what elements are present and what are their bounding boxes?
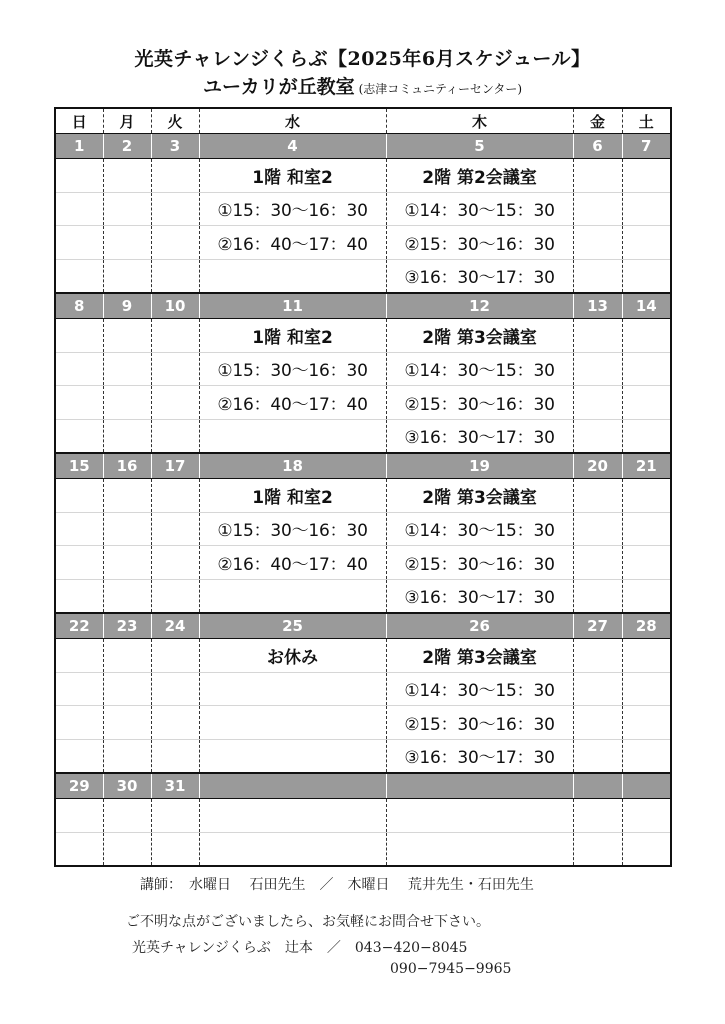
date-cell: 17 [151, 453, 199, 479]
empty-cell [622, 512, 671, 546]
date-row [55, 134, 671, 159]
empty-cell [55, 479, 103, 513]
empty-cell [55, 639, 103, 673]
empty-cell [103, 546, 151, 580]
thu-time-slot: ③16：30〜17：30 [386, 739, 573, 773]
empty-cell [103, 319, 151, 353]
date-cell: 20 [573, 453, 622, 479]
contact-info: 光英チャレンジくらぶ 辻本 ／ 043−420−8045 [132, 940, 468, 956]
empty-cell [573, 259, 622, 293]
empty-cell [573, 579, 622, 613]
weekday-tue: 火 [151, 108, 199, 134]
schedule-calendar [54, 107, 672, 867]
session-row [55, 672, 671, 706]
thu-time-slot: ②15：30〜16：30 [386, 386, 573, 420]
weekday-thu: 木 [386, 108, 573, 134]
empty-cell [151, 706, 199, 740]
inquiry-notice: ご不明な点がございましたら、お気軽にお問合せ下さい。 [126, 914, 490, 930]
date-cell: 22 [55, 613, 103, 639]
wed-time-slot [199, 739, 386, 773]
empty-cell [573, 739, 622, 773]
session-row [55, 639, 671, 673]
empty-cell [103, 386, 151, 420]
instructors-note: 講師： 水曜日 石田先生 ／ 木曜日 荒井先生・石田先生 [140, 877, 534, 893]
empty-cell [55, 832, 103, 866]
empty-cell [622, 319, 671, 353]
empty-cell [573, 192, 622, 226]
thu-time-slot [386, 832, 573, 866]
empty-cell [622, 479, 671, 513]
empty-cell [573, 319, 622, 353]
empty-cell [151, 546, 199, 580]
wed-time-slot [199, 259, 386, 293]
empty-cell [622, 799, 671, 833]
empty-cell [151, 259, 199, 293]
date-cell: 6 [573, 134, 622, 159]
empty-cell [573, 546, 622, 580]
contact-phone-2: 090−7945−9965 [390, 961, 512, 977]
empty-cell [622, 259, 671, 293]
empty-cell [622, 226, 671, 260]
wed-time-slot [199, 419, 386, 453]
date-cell: 9 [103, 293, 151, 319]
empty-cell [573, 479, 622, 513]
date-row [55, 453, 671, 479]
session-row [55, 479, 671, 513]
wed-room-label: 1階 和室2 [199, 479, 386, 513]
session-row [55, 319, 671, 353]
date-cell: 5 [386, 134, 573, 159]
session-row [55, 512, 671, 546]
empty-cell [622, 832, 671, 866]
empty-cell [55, 706, 103, 740]
session-row [55, 739, 671, 773]
thu-time-slot: ②15：30〜16：30 [386, 226, 573, 260]
date-cell: 18 [199, 453, 386, 479]
empty-cell [573, 832, 622, 866]
thu-room-label: 2階 第2会議室 [386, 159, 573, 193]
wed-room-label: 1階 和室2 [199, 159, 386, 193]
wed-time-slot: ②16：40〜17：40 [199, 386, 386, 420]
empty-cell [573, 639, 622, 673]
date-cell: 2 [103, 134, 151, 159]
empty-cell [573, 799, 622, 833]
empty-cell [151, 352, 199, 386]
empty-cell [151, 799, 199, 833]
date-cell: 8 [55, 293, 103, 319]
wed-time-slot [199, 672, 386, 706]
empty-cell [55, 512, 103, 546]
date-cell: 27 [573, 613, 622, 639]
wed-time-slot: ②16：40〜17：40 [199, 226, 386, 260]
date-cell: 31 [151, 773, 199, 799]
empty-cell [103, 579, 151, 613]
empty-cell [573, 352, 622, 386]
thu-time-slot: ①14：30〜15：30 [386, 352, 573, 386]
date-cell [622, 773, 671, 799]
empty-cell [55, 672, 103, 706]
wed-room-label: 1階 和室2 [199, 319, 386, 353]
empty-cell [103, 159, 151, 193]
date-cell: 19 [386, 453, 573, 479]
empty-cell [622, 159, 671, 193]
empty-cell [573, 672, 622, 706]
empty-cell [103, 799, 151, 833]
thu-time-slot: ①14：30〜15：30 [386, 672, 573, 706]
session-row [55, 579, 671, 613]
date-cell: 28 [622, 613, 671, 639]
empty-cell [622, 579, 671, 613]
session-row [55, 706, 671, 740]
empty-cell [151, 639, 199, 673]
empty-cell [55, 259, 103, 293]
empty-cell [622, 192, 671, 226]
empty-cell [622, 706, 671, 740]
empty-cell [573, 512, 622, 546]
empty-cell [55, 319, 103, 353]
empty-cell [573, 419, 622, 453]
calendar-body [55, 108, 671, 866]
empty-cell [573, 159, 622, 193]
thu-time-slot: ②15：30〜16：30 [386, 706, 573, 740]
date-row [55, 293, 671, 319]
empty-cell [55, 386, 103, 420]
empty-cell [573, 706, 622, 740]
date-cell: 25 [199, 613, 386, 639]
empty-cell [622, 546, 671, 580]
wed-room-label: お休み [199, 639, 386, 673]
empty-cell [55, 739, 103, 773]
thu-time-slot: ③16：30〜17：30 [386, 259, 573, 293]
empty-cell [103, 259, 151, 293]
empty-cell [55, 226, 103, 260]
empty-cell [151, 192, 199, 226]
weekday-wed: 水 [199, 108, 386, 134]
empty-cell [103, 672, 151, 706]
classroom-name: ユーカリが丘教室 [202, 76, 355, 98]
empty-cell [103, 639, 151, 673]
venue-name: (志津コミュニティーセンター) [358, 82, 523, 96]
date-cell [199, 773, 386, 799]
date-cell: 21 [622, 453, 671, 479]
date-cell: 30 [103, 773, 151, 799]
empty-cell [103, 706, 151, 740]
empty-cell [55, 159, 103, 193]
empty-cell [103, 739, 151, 773]
empty-cell [151, 479, 199, 513]
date-row [55, 613, 671, 639]
empty-cell [151, 159, 199, 193]
wed-time-slot: ①15：30〜16：30 [199, 352, 386, 386]
empty-cell [103, 832, 151, 866]
date-cell: 15 [55, 453, 103, 479]
empty-cell [103, 192, 151, 226]
thu-time-slot: ③16：30〜17：30 [386, 579, 573, 613]
empty-cell [55, 799, 103, 833]
empty-cell [151, 319, 199, 353]
empty-cell [622, 672, 671, 706]
session-row [55, 386, 671, 420]
date-cell: 4 [199, 134, 386, 159]
date-cell [386, 773, 573, 799]
empty-cell [573, 386, 622, 420]
date-cell: 10 [151, 293, 199, 319]
empty-cell [151, 579, 199, 613]
weekday-fri: 金 [573, 108, 622, 134]
thu-time-slot: ②15：30〜16：30 [386, 546, 573, 580]
empty-cell [151, 672, 199, 706]
session-row [55, 192, 671, 226]
thu-time-slot: ①14：30〜15：30 [386, 192, 573, 226]
session-row [55, 546, 671, 580]
wed-time-slot [199, 579, 386, 613]
thu-room-label: 2階 第3会議室 [386, 479, 573, 513]
date-cell [573, 773, 622, 799]
wed-time-slot [199, 832, 386, 866]
empty-cell [55, 419, 103, 453]
weekday-sat: 土 [622, 108, 671, 134]
empty-cell [103, 226, 151, 260]
weekday-header-row [55, 108, 671, 134]
session-row [55, 799, 671, 833]
empty-cell [103, 512, 151, 546]
empty-cell [55, 546, 103, 580]
empty-cell [573, 226, 622, 260]
empty-cell [622, 739, 671, 773]
empty-cell [151, 386, 199, 420]
empty-cell [151, 226, 199, 260]
session-row [55, 159, 671, 193]
thu-time-slot: ①14：30〜15：30 [386, 512, 573, 546]
session-row [55, 352, 671, 386]
thu-room-label: 2階 第3会議室 [386, 639, 573, 673]
wed-time-slot: ①15：30〜16：30 [199, 512, 386, 546]
date-cell: 24 [151, 613, 199, 639]
date-cell: 3 [151, 134, 199, 159]
empty-cell [622, 419, 671, 453]
thu-room-label: 2階 第3会議室 [386, 319, 573, 353]
page-title: 光英チャレンジくらぶ【2025年6月スケジュール】 [134, 48, 591, 70]
empty-cell [103, 352, 151, 386]
empty-cell [55, 352, 103, 386]
empty-cell [55, 192, 103, 226]
wed-time-slot: ①15：30〜16：30 [199, 192, 386, 226]
date-cell: 12 [386, 293, 573, 319]
weekday-sun: 日 [55, 108, 103, 134]
empty-cell [151, 419, 199, 453]
date-cell: 29 [55, 773, 103, 799]
session-row [55, 226, 671, 260]
page-subtitle [0, 72, 725, 99]
empty-cell [55, 579, 103, 613]
date-cell: 11 [199, 293, 386, 319]
date-cell: 7 [622, 134, 671, 159]
empty-cell [103, 479, 151, 513]
empty-cell [103, 419, 151, 453]
thu-room-label [386, 799, 573, 833]
empty-cell [622, 386, 671, 420]
session-row [55, 419, 671, 453]
empty-cell [151, 512, 199, 546]
date-cell: 1 [55, 134, 103, 159]
date-cell: 13 [573, 293, 622, 319]
date-cell: 26 [386, 613, 573, 639]
date-row [55, 773, 671, 799]
wed-room-label [199, 799, 386, 833]
wed-time-slot [199, 706, 386, 740]
date-cell: 16 [103, 453, 151, 479]
session-row [55, 832, 671, 866]
weekday-mon: 月 [103, 108, 151, 134]
empty-cell [151, 832, 199, 866]
wed-time-slot: ②16：40〜17：40 [199, 546, 386, 580]
empty-cell [622, 639, 671, 673]
thu-time-slot: ③16：30〜17：30 [386, 419, 573, 453]
date-cell: 14 [622, 293, 671, 319]
date-cell: 23 [103, 613, 151, 639]
empty-cell [622, 352, 671, 386]
session-row [55, 259, 671, 293]
empty-cell [151, 739, 199, 773]
